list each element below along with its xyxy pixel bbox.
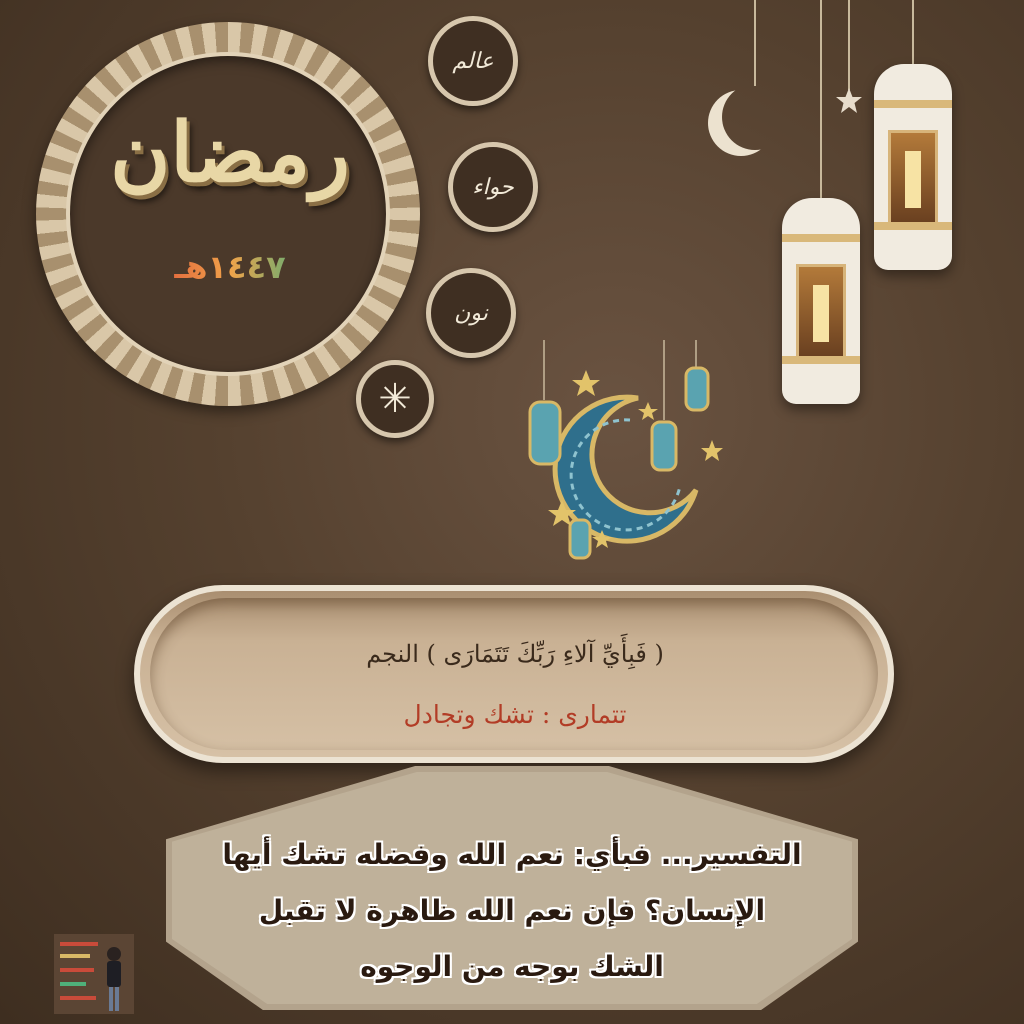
hijri-year: ١٤٤٧هـ (150, 248, 310, 286)
ring-center (66, 52, 390, 376)
tafsir-line: التفسير... فبأي: نعم الله وفضله تشك أيها (222, 838, 802, 871)
hanging-string (848, 0, 850, 90)
bubble-hawaa (448, 142, 538, 232)
lantern-icon (530, 402, 560, 464)
crescent-ornament (520, 340, 730, 570)
lantern-icon (874, 64, 952, 270)
tafsir-line: الشك بوجه من الوجوه (360, 950, 664, 983)
bubble-noon (426, 268, 516, 358)
bubble-label: عالم (452, 48, 494, 74)
bubble-label: نون (454, 300, 488, 326)
bubble-label: حواء (472, 174, 514, 200)
quran-verse: ( فَبِأَيِّ آلاءِ رَبِّكَ تَتَمَارَى ) النجم (366, 640, 664, 668)
hanging-string (912, 0, 914, 66)
bubble-alam (428, 16, 518, 106)
crescent-moon-icon (722, 84, 788, 150)
star-icon (834, 86, 864, 116)
lantern-icon (782, 198, 860, 404)
tafsir-line: الإنسان؟ فإن نعم الله ظاهرة لا تقبل (258, 894, 766, 927)
ramadan-title: رمضان (110, 105, 350, 201)
word-meaning: تتمارى : تشك وتجادل (403, 700, 627, 729)
asterisk-icon: ✳ (378, 376, 412, 422)
hanging-string (754, 0, 756, 86)
watermark-logo (54, 934, 134, 1014)
bubble-asterisk (356, 360, 434, 438)
hanging-string (820, 0, 822, 200)
